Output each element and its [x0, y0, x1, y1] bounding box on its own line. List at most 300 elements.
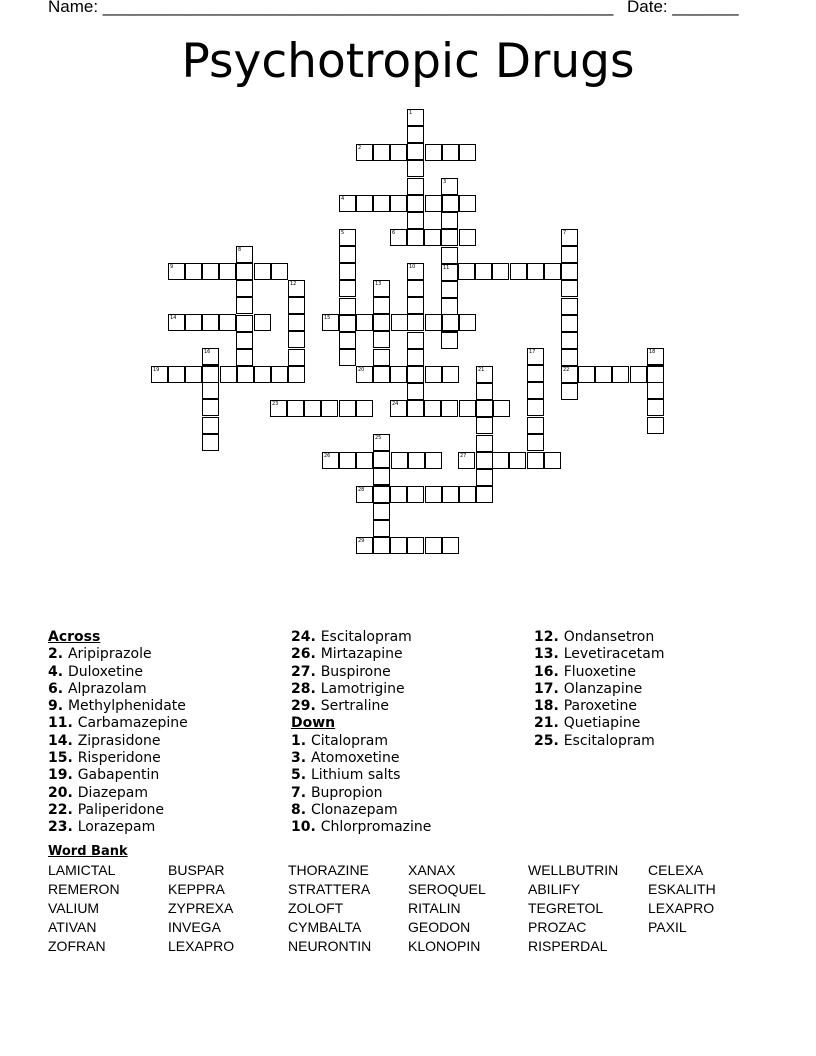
clue-text: Ondansetron [563, 629, 655, 645]
clue-text: Olanzapine [563, 680, 643, 697]
clue-number: 3 [443, 179, 447, 185]
down-clue [534, 629, 664, 646]
crossword-cell[interactable] [527, 452, 544, 469]
across-clues-col1 [48, 629, 188, 837]
crossword-cell[interactable] [373, 520, 390, 537]
clue-text: Sertraline [320, 698, 390, 715]
clue-number: 16. [534, 663, 564, 680]
crossword-cell[interactable] [441, 264, 458, 281]
crossword-cell[interactable] [492, 263, 509, 280]
crossword-cell[interactable] [236, 315, 253, 332]
clue-number: 24. [291, 629, 321, 645]
crossword-cell[interactable] [254, 366, 271, 383]
clue-text: Lamotrigine [320, 680, 405, 697]
across-clue [48, 802, 188, 819]
crossword-cell[interactable] [493, 400, 510, 417]
crossword-cell[interactable] [373, 314, 390, 331]
down-heading: Down [291, 715, 336, 732]
crossword-cell[interactable] [647, 366, 664, 383]
crossword-cell[interactable] [544, 263, 561, 280]
crossword-cell[interactable] [202, 263, 219, 280]
word-bank-item: LAMICTAL [48, 862, 116, 878]
crossword-cell[interactable] [527, 263, 544, 280]
across-clue [291, 629, 431, 646]
crossword-cell[interactable] [544, 452, 561, 469]
crossword-cell[interactable] [339, 229, 356, 246]
word-bank-item: INVEGA [168, 919, 221, 935]
crossword-cell[interactable] [441, 247, 458, 264]
crossword-cell[interactable] [442, 537, 459, 554]
across-clue [48, 767, 188, 784]
crossword-cell[interactable] [288, 349, 305, 366]
crossword-cell[interactable] [441, 281, 458, 298]
crossword-cell[interactable] [407, 537, 424, 554]
crossword-cell[interactable] [425, 366, 442, 383]
clue-number: 8. [291, 801, 311, 818]
clue-number: 22 [563, 367, 570, 373]
across-clue [291, 646, 431, 663]
crossword-cell[interactable] [459, 486, 476, 503]
crossword-cell[interactable] [425, 537, 442, 554]
crossword-cell[interactable] [476, 383, 493, 400]
crossword-cell[interactable] [236, 349, 253, 366]
crossword-cell[interactable] [441, 332, 458, 349]
down-clue [291, 750, 431, 767]
clue-number: 14. [48, 732, 78, 749]
crossword-cell[interactable] [561, 366, 578, 383]
crossword-cell[interactable] [459, 195, 476, 212]
clue-number: 9 [170, 264, 174, 270]
down-clue [534, 733, 664, 750]
crossword-cell[interactable] [527, 399, 544, 416]
crossword-cell[interactable] [237, 366, 254, 383]
word-bank-item: THORAZINE [288, 862, 369, 878]
crossword-cell[interactable] [492, 452, 509, 469]
clue-text: Alprazolam [67, 680, 147, 697]
crossword-cell[interactable] [339, 280, 356, 297]
crossword-cell[interactable] [459, 144, 476, 161]
clue-number: 11 [443, 265, 450, 271]
clue-text: Quetiapine [563, 715, 641, 732]
crossword-cell[interactable] [202, 314, 219, 331]
crossword-cell[interactable] [168, 314, 185, 331]
word-bank-title: Word Bank [48, 844, 128, 859]
crossword-cell[interactable] [442, 486, 459, 503]
crossword-cell[interactable] [407, 297, 424, 314]
crossword-cell[interactable] [476, 417, 493, 434]
crossword-cell[interactable] [407, 263, 424, 280]
crossword-cell[interactable] [356, 366, 373, 383]
crossword-cell[interactable] [407, 332, 424, 349]
clue-number: 29 [358, 538, 365, 544]
crossword-cell[interactable] [425, 144, 442, 161]
crossword-cell[interactable] [339, 263, 356, 280]
page-title: Psychotropic Drugs [181, 34, 635, 89]
crossword-cell[interactable] [407, 349, 424, 366]
clue-number: 10. [291, 819, 321, 836]
crossword-cell[interactable] [373, 349, 390, 366]
word-bank-item: CELEXA [648, 862, 704, 878]
crossword-cell[interactable] [373, 451, 390, 468]
word-bank-item: TEGRETOL [528, 900, 604, 916]
crossword-cell[interactable] [407, 229, 424, 246]
crossword-cell[interactable] [202, 366, 219, 383]
crossword-cell[interactable] [236, 297, 253, 314]
crossword-cell[interactable] [202, 417, 219, 434]
crossword-cell[interactable] [407, 314, 424, 331]
clue-number: 22. [48, 801, 78, 818]
clue-number: 10 [409, 264, 416, 270]
crossword-cell[interactable] [356, 144, 373, 161]
crossword-cell[interactable] [476, 366, 493, 383]
across-clue [291, 664, 431, 681]
crossword-cell[interactable] [391, 452, 408, 469]
clue-text: Levetiracetam [563, 646, 665, 663]
crossword-cell[interactable] [476, 469, 493, 486]
crossword-cell[interactable] [561, 229, 578, 246]
crossword-cell[interactable] [373, 280, 390, 297]
word-bank-item: LEXAPRO [648, 900, 715, 916]
crossword-cell[interactable] [561, 246, 578, 263]
clue-number: 2 [358, 145, 362, 151]
clue-number: 28. [291, 680, 321, 697]
clue-number: 14 [170, 315, 177, 321]
down-clue [534, 681, 664, 698]
clue-text: Methylphenidate [67, 698, 186, 715]
crossword-cell[interactable] [356, 195, 373, 212]
crossword-cell[interactable] [407, 143, 424, 160]
crossword-cell[interactable] [390, 195, 407, 212]
crossword-cell[interactable] [442, 366, 459, 383]
crossword-cell[interactable] [509, 452, 526, 469]
crossword-cell[interactable] [561, 383, 578, 400]
crossword-cell[interactable] [561, 332, 578, 349]
crossword-cell[interactable] [561, 280, 578, 297]
crossword-cell[interactable] [408, 452, 425, 469]
clue-text: Fluoxetine [563, 663, 636, 680]
crossword-cell[interactable] [236, 332, 253, 349]
crossword-cell[interactable] [339, 349, 356, 366]
across-clue [48, 750, 188, 767]
crossword-cell[interactable] [356, 486, 373, 503]
down-clue [534, 646, 664, 663]
crossword-cell[interactable] [339, 246, 356, 263]
crossword-cell[interactable] [407, 400, 424, 417]
crossword-cell[interactable] [476, 486, 493, 503]
down-clue [534, 664, 664, 681]
crossword-cell[interactable] [441, 212, 458, 229]
clue-number: 27 [460, 453, 467, 459]
crossword-cell[interactable] [202, 434, 219, 451]
clue-text: Bupropion [310, 784, 383, 801]
crossword-cell[interactable] [612, 366, 629, 383]
crossword-cell[interactable] [407, 160, 424, 177]
clue-number: 28 [358, 487, 365, 493]
crossword-cell[interactable] [356, 314, 373, 331]
crossword-cell[interactable] [236, 246, 253, 263]
crossword-cell[interactable] [390, 486, 407, 503]
crossword-cell[interactable] [647, 399, 664, 416]
crossword-cell[interactable] [339, 315, 356, 332]
word-bank-item: KEPPRA [168, 881, 225, 897]
word-bank-item: RITALIN [408, 900, 461, 916]
crossword-cell[interactable] [339, 195, 356, 212]
clue-number: 20. [48, 784, 78, 801]
crossword-cell[interactable] [373, 537, 390, 554]
word-bank-item: XANAX [408, 862, 456, 878]
crossword-cell[interactable] [425, 452, 442, 469]
crossword-cell[interactable] [168, 366, 185, 383]
crossword-cell[interactable] [220, 366, 237, 383]
crossword-cell[interactable] [339, 452, 356, 469]
clue-number: 23 [272, 401, 279, 407]
clue-number: 25. [534, 732, 564, 749]
crossword-cell[interactable] [442, 195, 459, 212]
crossword-cell[interactable] [185, 366, 202, 383]
crossword-cell[interactable] [476, 435, 493, 452]
crossword-cell[interactable] [527, 382, 544, 399]
clue-text: Carbamazepine [77, 715, 188, 732]
crossword-cell[interactable] [407, 109, 424, 126]
crossword-cell[interactable] [425, 195, 442, 212]
crossword-cell[interactable] [373, 366, 390, 383]
crossword-cell[interactable] [288, 331, 305, 348]
clue-number: 17. [534, 680, 564, 697]
crossword-cell[interactable] [151, 366, 168, 383]
crossword-cell[interactable] [304, 400, 321, 417]
crossword-cell[interactable] [407, 195, 424, 212]
crossword-cell[interactable] [441, 400, 458, 417]
clue-number: 12. [534, 629, 564, 645]
word-bank-item: LEXAPRO [168, 938, 235, 954]
crossword-cell[interactable] [373, 144, 390, 161]
crossword-cell[interactable] [391, 314, 408, 331]
crossword-cell[interactable] [271, 263, 288, 280]
crossword-cell[interactable] [373, 468, 390, 485]
clue-number: 5. [291, 767, 311, 784]
clue-text: Lithium salts [310, 767, 401, 784]
word-bank-item: SEROQUEL [408, 881, 486, 897]
clue-number: 21. [534, 715, 564, 732]
word-bank-item: ATIVAN [48, 919, 97, 935]
crossword-cell[interactable] [459, 314, 476, 331]
crossword-cell[interactable] [441, 178, 458, 195]
crossword-cell[interactable] [647, 348, 664, 365]
crossword-cell[interactable] [425, 486, 442, 503]
crossword-cell[interactable] [424, 400, 441, 417]
crossword-cell[interactable] [424, 229, 441, 246]
crossword-cell[interactable] [356, 452, 373, 469]
crossword-cell[interactable] [407, 486, 424, 503]
crossword-cell[interactable] [270, 400, 287, 417]
across-clue [291, 681, 431, 698]
word-bank-item: VALIUM [48, 900, 100, 916]
crossword-cell[interactable] [527, 365, 544, 382]
crossword-cell[interactable] [390, 537, 407, 554]
crossword-cell[interactable] [321, 400, 338, 417]
crossword-cell[interactable] [236, 263, 253, 280]
crossword-cell[interactable] [373, 434, 390, 451]
crossword-cell[interactable] [390, 229, 407, 246]
word-bank-item: ZYPREXA [168, 900, 234, 916]
crossword-cell[interactable] [561, 298, 578, 315]
crossword-cell[interactable] [595, 366, 612, 383]
word-bank-item: KLONOPIN [408, 938, 481, 954]
crossword-cell[interactable] [202, 399, 219, 416]
crossword-cell[interactable] [322, 452, 339, 469]
crossword-cell[interactable] [476, 452, 493, 469]
clue-number: 25 [375, 435, 382, 441]
crossword-cell[interactable] [647, 382, 664, 399]
crossword-cell[interactable] [185, 314, 202, 331]
crossword-cell[interactable] [322, 314, 339, 331]
clue-text: Atomoxetine [310, 750, 400, 767]
crossword-cell[interactable] [373, 331, 390, 348]
crossword-cell[interactable] [510, 263, 527, 280]
name-field: Name: ______________________________________________________ [48, 0, 614, 16]
crossword-cell[interactable] [407, 383, 424, 400]
crossword-cell[interactable] [271, 366, 288, 383]
crossword-cell[interactable] [527, 434, 544, 451]
clue-text: Citalopram [310, 732, 388, 749]
across-clue [48, 785, 188, 802]
crossword-cell[interactable] [202, 382, 219, 399]
clue-number: 6. [48, 680, 68, 697]
word-bank-item: ABILIFY [528, 881, 581, 897]
word-bank-item: REMERON [48, 881, 120, 897]
down-clue [291, 767, 431, 784]
clue-number: 4 [341, 196, 345, 202]
crossword-cell[interactable] [425, 314, 442, 331]
clue-number: 1 [409, 110, 413, 116]
crossword-cell[interactable] [236, 280, 253, 297]
crossword-cell[interactable] [442, 314, 459, 331]
across-clue [48, 715, 188, 732]
down-clue [534, 715, 664, 732]
word-bank-item: ZOFRAN [48, 938, 106, 954]
clue-number: 16 [204, 349, 211, 355]
crossword-cell[interactable] [339, 332, 356, 349]
crossword-cell[interactable] [185, 263, 202, 280]
crossword-cell[interactable] [288, 297, 305, 314]
down-clue [291, 819, 431, 836]
crossword-cell[interactable] [373, 486, 390, 503]
clue-text: Risperidone [77, 750, 161, 767]
crossword-cell[interactable] [339, 298, 356, 315]
crossword-cell[interactable] [287, 400, 304, 417]
crossword-cell[interactable] [407, 212, 424, 229]
clues-col2 [291, 629, 431, 837]
crossword-cell[interactable] [578, 366, 595, 383]
word-bank-item: BUSPAR [168, 862, 225, 878]
crossword-cell[interactable] [459, 400, 476, 417]
crossword-cell[interactable] [254, 314, 271, 331]
crossword-cell[interactable] [407, 280, 424, 297]
crossword-cell[interactable] [390, 400, 407, 417]
across-clue [48, 733, 188, 750]
word-bank-item: GEODON [408, 919, 471, 935]
clue-number: 23. [48, 819, 78, 836]
crossword-cell[interactable] [373, 297, 390, 314]
clue-text: Escitalopram [563, 732, 655, 749]
word-bank-item: ESKALITH [648, 881, 716, 897]
clue-text: Duloxetine [67, 663, 143, 680]
clue-text: Escitalopram [320, 629, 412, 645]
clue-text: Buspirone [320, 663, 391, 680]
down-clues-col3 [534, 629, 664, 750]
clue-number: 13 [375, 281, 382, 287]
crossword-cell[interactable] [288, 314, 305, 331]
clue-text: Paroxetine [563, 698, 637, 715]
clue-number: 26. [291, 646, 321, 663]
crossword-cell[interactable] [202, 348, 219, 365]
crossword-cell[interactable] [459, 229, 476, 246]
crossword-cell[interactable] [288, 280, 305, 297]
crossword-cell[interactable] [561, 315, 578, 332]
crossword-cell[interactable] [356, 537, 373, 554]
clue-number: 1. [291, 732, 311, 749]
across-clue [48, 664, 188, 681]
crossword-cell[interactable] [373, 503, 390, 520]
crossword-cell[interactable] [561, 349, 578, 366]
word-bank-item: ZOLOFT [288, 900, 344, 916]
word-bank-item: PROZAC [528, 919, 587, 935]
crossword-cell[interactable] [527, 417, 544, 434]
crossword-cell[interactable] [407, 126, 424, 143]
crossword-cell[interactable] [254, 263, 271, 280]
crossword-cell[interactable] [390, 144, 407, 161]
crossword-cell[interactable] [441, 229, 458, 246]
word-bank-item: WELLBUTRIN [528, 862, 619, 878]
crossword-cell[interactable] [561, 263, 578, 280]
crossword-cell[interactable] [407, 178, 424, 195]
crossword-cell[interactable] [441, 298, 458, 315]
word-bank-item: STRATTERA [288, 881, 371, 897]
clue-number: 17 [529, 349, 536, 355]
crossword-cell[interactable] [339, 400, 356, 417]
crossword-cell[interactable] [356, 400, 373, 417]
crossword-cell[interactable] [458, 263, 475, 280]
crossword-cell[interactable] [630, 366, 647, 383]
across-clue [48, 646, 188, 663]
crossword-cell[interactable] [390, 366, 407, 383]
clue-number: 8 [238, 247, 242, 253]
word-bank-item: PAXIL [648, 919, 687, 935]
clue-number: 12 [290, 281, 297, 287]
clue-number: 21 [478, 367, 485, 373]
crossword-cell[interactable] [219, 263, 236, 280]
clue-text: Gabapentin [77, 767, 160, 784]
crossword-cell[interactable] [442, 144, 459, 161]
crossword-cell[interactable] [168, 263, 185, 280]
crossword-cell[interactable] [527, 348, 544, 365]
crossword-cell[interactable] [476, 400, 493, 417]
crossword-cell[interactable] [647, 417, 664, 434]
clue-number: 4. [48, 663, 68, 680]
crossword-cell[interactable] [288, 366, 305, 383]
crossword-cell[interactable] [219, 314, 236, 331]
crossword-cell[interactable] [475, 263, 492, 280]
clue-number: 3. [291, 750, 311, 767]
across-clue [291, 698, 431, 715]
crossword-cell[interactable] [458, 452, 475, 469]
crossword-cell[interactable] [373, 195, 390, 212]
crossword-cell[interactable] [407, 366, 424, 383]
clue-text: Mirtazapine [320, 646, 403, 663]
clue-text: Aripiprazole [67, 646, 152, 663]
across-heading: Across [48, 629, 101, 645]
clue-number: 5 [341, 230, 345, 236]
